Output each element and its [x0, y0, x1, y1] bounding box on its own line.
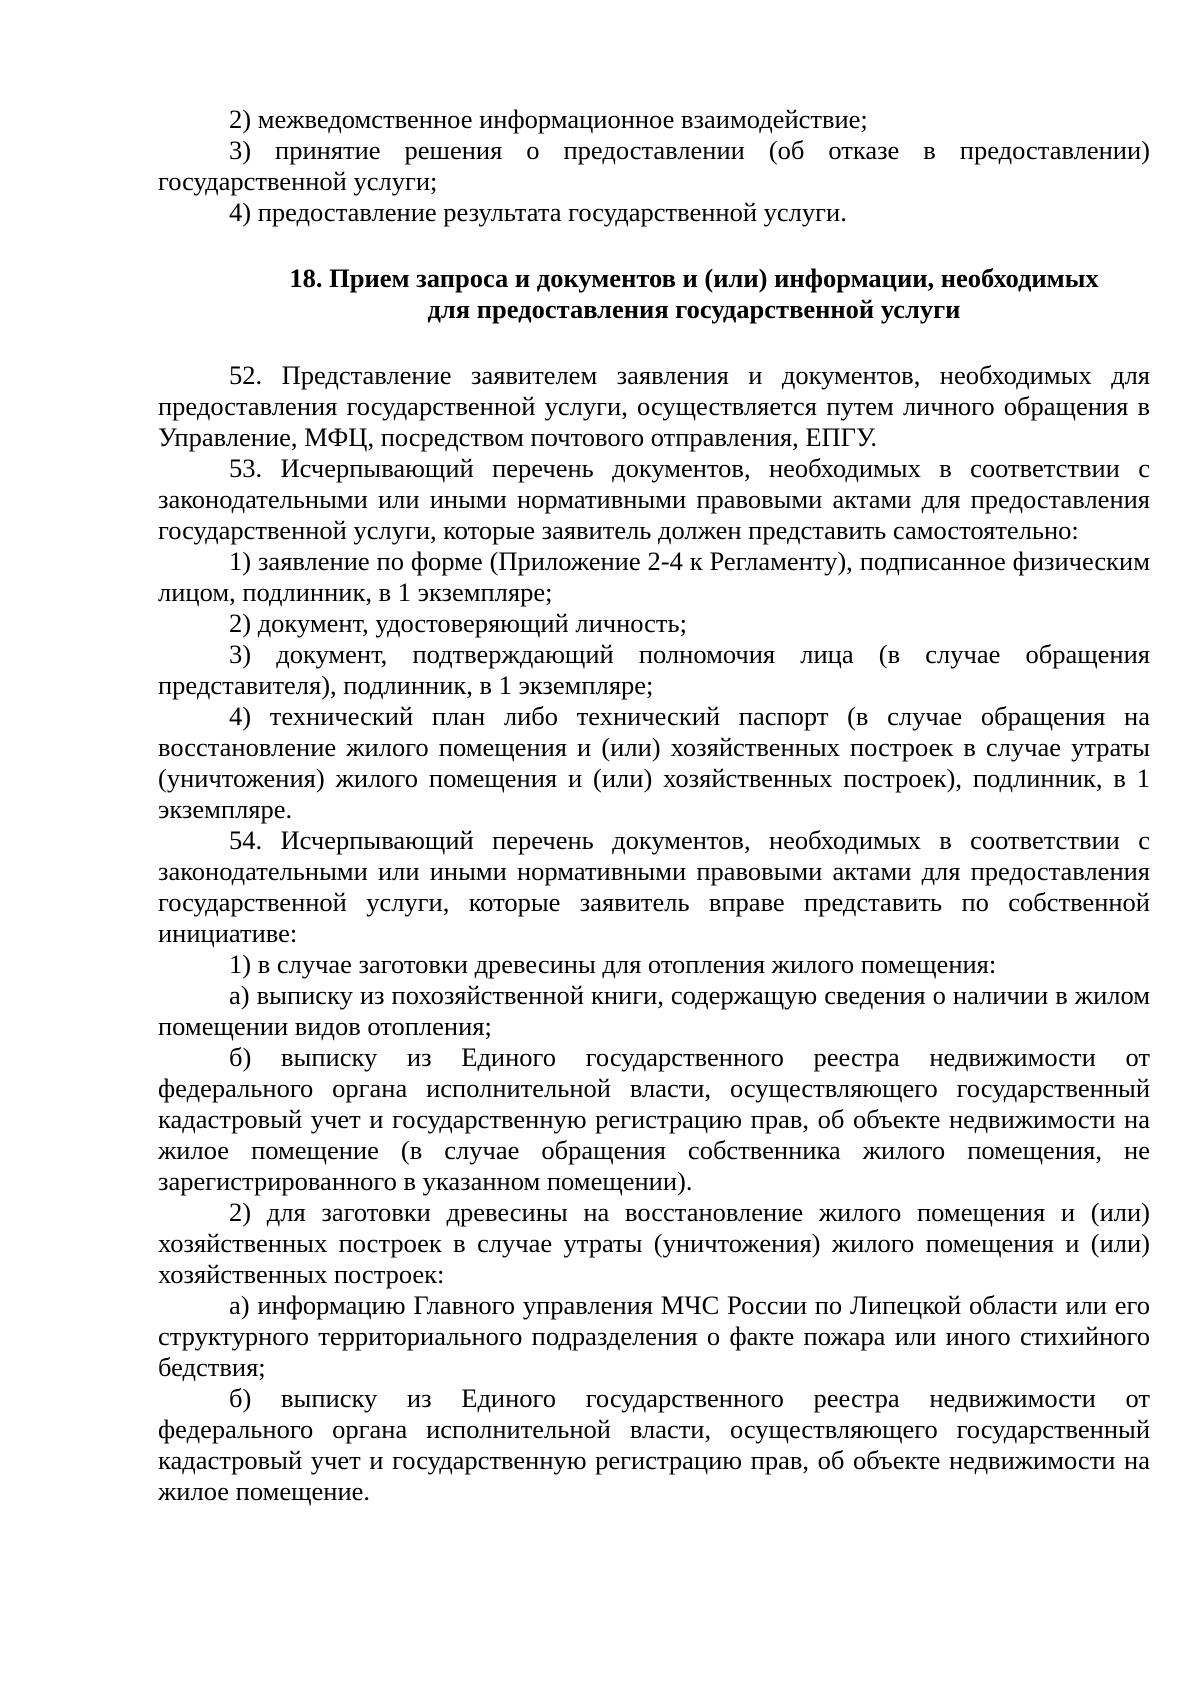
paragraph-54-item-1b: б) выписку из Единого государственного реестра недвижимости от федерального органа исполнительной власти, осуществляющего государственный кадастровый учет и государственную регистрацию прав, об объекте недвижимости на жилое помещение (в случае обращения собственника жилого помещения, не зарегистрированного в указанном помещении). [158, 1042, 1150, 1196]
paragraph-54-item-2b: б) выписку из Единого государственного реестра недвижимости от федерального органа исполнительной власти, осуществляющего государственный кадастровый учет и государственную регистрацию прав, об объекте недвижимости на жилое помещение. [158, 1383, 1150, 1506]
section-heading-line2: для предоставления государственной услуги [427, 294, 961, 324]
paragraph-53-item-1: 1) заявление по форме (Приложение 2-4 к Регламенту), подписанное физическим лицом, подлинник, в 1 экземпляре; [158, 546, 1150, 607]
list-item-interagency: 2) межведомственное информационное взаимодействие; [229, 104, 868, 134]
section-heading [158, 263, 1150, 325]
paragraph-53-item-4: 4) технический план либо технический паспорт (в случае обращения на восстановление жилого помещения и (или) хозяйственных построек в случае утраты (уничтожения) жилого помещения и (или) хозяйственных построек), подлинник, в 1 экземпляре. [158, 701, 1150, 824]
section-heading-line1: 18. Прием запроса и документов и (или) информации, необходимых [289, 263, 1099, 293]
list-item-decision: 3) принятие решения о предоставлении (об отказе в предоставлении) государственной услуги; [158, 135, 1150, 196]
paragraph-53-item-2: 2) документ, удостоверяющий личность; [229, 608, 687, 638]
paragraph-54: 54. Исчерпывающий перечень документов, необходимых в соответствии с законодательными или иными нормативными правовыми актами для предоставления государственной услуги, которые заявитель вправе представить по собственной инициативе: [158, 825, 1150, 948]
paragraph-53-item-3: 3) документ, подтверждающий полномочия лица (в случае обращения представителя), подлинник, в 1 экземпляре; [158, 639, 1150, 700]
paragraph-53: 53. Исчерпывающий перечень документов, необходимых в соответствии с законодательными или иными нормативными правовыми актами для предоставления государственной услуги, которые заявитель должен представить самостоятельно: [158, 453, 1150, 545]
paragraph-52: 52. Представление заявителем заявления и документов, необходимых для предоставления государственной услуги, осуществляется путем личного обращения в Управление, МФЦ, посредством почтового отправления, ЕПГУ. [158, 360, 1150, 452]
paragraph-54-item-2a: а) информацию Главного управления МЧС России по Липецкой области или его структурного территориального подразделения о факте пожара или иного стихийного бедствия; [158, 1290, 1150, 1382]
paragraph-54-item-2: 2) для заготовки древесины на восстановление жилого помещения и (или) хозяйственных построек в случае утраты (уничтожения) жилого помещения и (или) хозяйственных построек: [158, 1197, 1150, 1289]
paragraph-54-item-1a: а) выписку из похозяйственной книги, содержащую сведения о наличии в жилом помещении видов отопления; [158, 980, 1150, 1041]
paragraph-54-item-1: 1) в случае заготовки древесины для отопления жилого помещения: [229, 949, 997, 979]
list-item-result: 4) предоставление результата государственной услуги. [229, 197, 847, 227]
document-body [158, 104, 1150, 1507]
